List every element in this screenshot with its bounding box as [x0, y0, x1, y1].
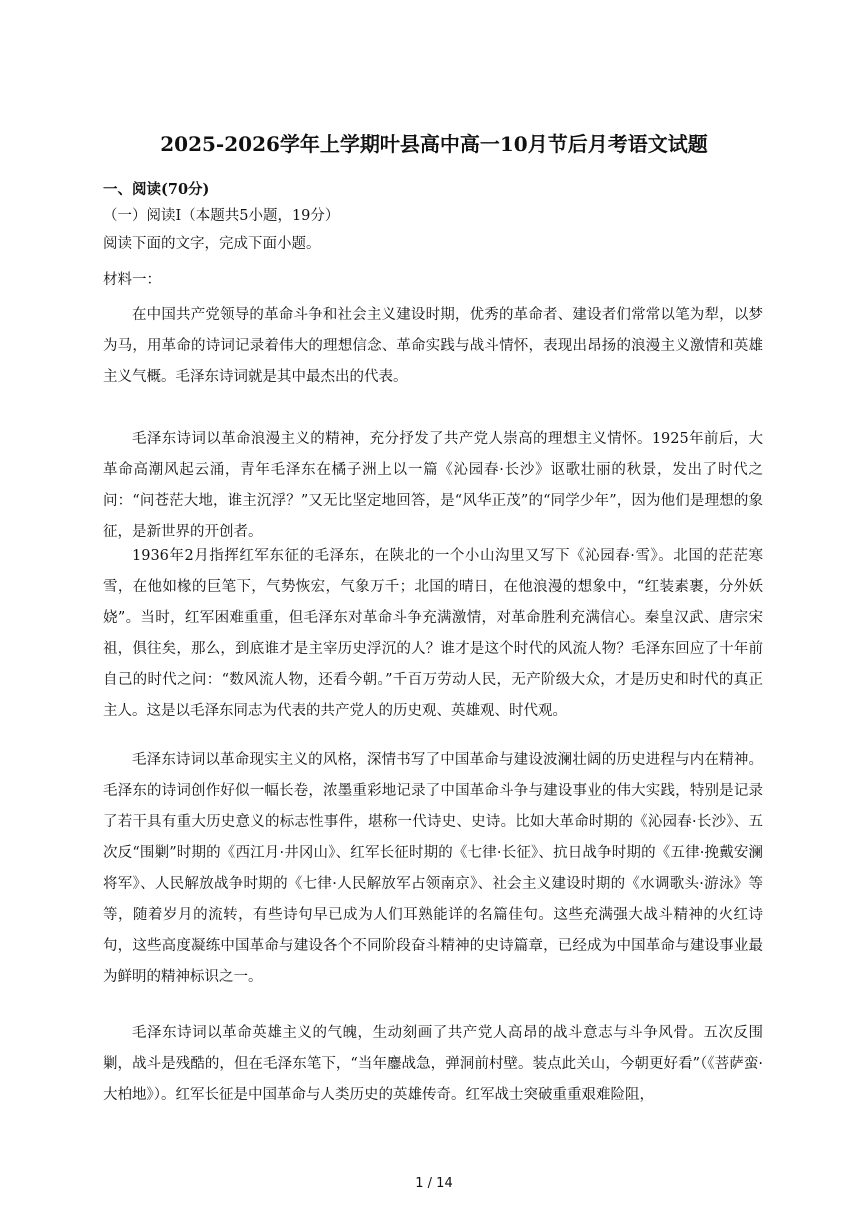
paragraph-4: 毛泽东诗词以革命现实主义的风格，深情书写了中国革命与建设波澜壮阔的历史进程与内在精神。毛泽东的诗词创作好似一幅长卷，浓墨重彩地记录了中国革命斗争与建设事业的伟大实践，特别是记录了若干具有重大历史意义的标志性事件，堪称一代诗史、史诗。比如大革命时期的《沁园春·长沙》、五次反“围剿”时期的《西江月·井冈山》、红军长征时期的《七律·长征》、抗日战争时期的《五律·挽戴安澜将军》、人民解放战争时期的《七律·人民解放军占领南京》、社会主义建设时期的《水调歌头·游泳》等等，随着岁月的流转，有些诗句早已成为人们耳熟能详的名篇佳句。这些充满强大战斗精神的火红诗句，这些高度凝练中国革命与建设各个不同阶段奋斗精神的史诗篇章，已经成为中国革命与建设事业最为鲜明的精神标识之一。 — [103, 752, 763, 985]
paragraph-5: 毛泽东诗词以革命英雄主义的气魄，生动刻画了共产党人高昂的战斗意志与斗争风骨。五次反围剿，战斗是残酷的，但在毛泽东笔下，“当年鏖战急，弹洞前村壁。装点此关山，今朝更好看”（《菩萨蛮·大柏地》）。红军长征是中国革命与人类历史的英雄传奇。红军战士突破重重艰难险阻， — [103, 1025, 763, 1103]
paragraph-3: 1936年2月指挥红军东征的毛泽东，在陕北的一个小山沟里又写下《沁园春·雪》。北国的茫茫寒雪，在他如椽的巨笔下，气势恢宏，气象万千；北国的晴日，在他浪漫的想象中，“红装素裹，分外妖娆”。当时，红军困难重重，但毛泽东对革命斗争充满激情，对革命胜利充满信心。秦皇汉武、唐宗宋祖，俱往矣，那么，到底谁才是主宰历史浮沉的人？谁才是这个时代的风流人物？毛泽东回应了十年前自己的时代之问：“数风流人物，还看今朝。”千百万劳动人民，无产阶级大众，才是历史和时代的真正主人。这是以毛泽东同志为代表的共产党人的历史观、英雄观、时代观。 — [103, 548, 763, 719]
page-number: 1 / 14 — [415, 1176, 453, 1191]
paragraph-1: 在中国共产党领导的革命斗争和社会主义建设时期，优秀的革命者、建设者们常常以笔为犁，以梦为马，用革命的诗词记录着伟大的理想信念、革命实践与战斗情怀，表现出昂扬的浪漫主义激情和英雄主义气概。毛泽东诗词就是其中最杰出的代表。 — [103, 307, 763, 385]
subsection-heading: （一）阅读I（本题共5小题，19分） — [103, 208, 340, 224]
paragraph-2: 毛泽东诗词以革命浪漫主义的精神，充分抒发了共产党人崇高的理想主义情怀。1925年前后，大革命高潮风起云涌，青年毛泽东在橘子洲上以一篇《沁园春·长沙》讴歌壮丽的秋景，发出了时代之问：“问苍茫大地，谁主沉浮？”又无比坚定地回答，是“风华正茂”的“同学少年”，因为他们是理想的象征，是新世界的开创者。 — [103, 431, 763, 540]
material-label: 材料一： — [103, 272, 161, 288]
document-title: 2025-2026学年上学期叶县高中高一10月节后月考语文试题 — [160, 132, 708, 156]
section-heading: 一、阅读(70分) — [103, 181, 210, 198]
instruction-text: 阅读下面的文字，完成下面小题。 — [103, 236, 321, 252]
